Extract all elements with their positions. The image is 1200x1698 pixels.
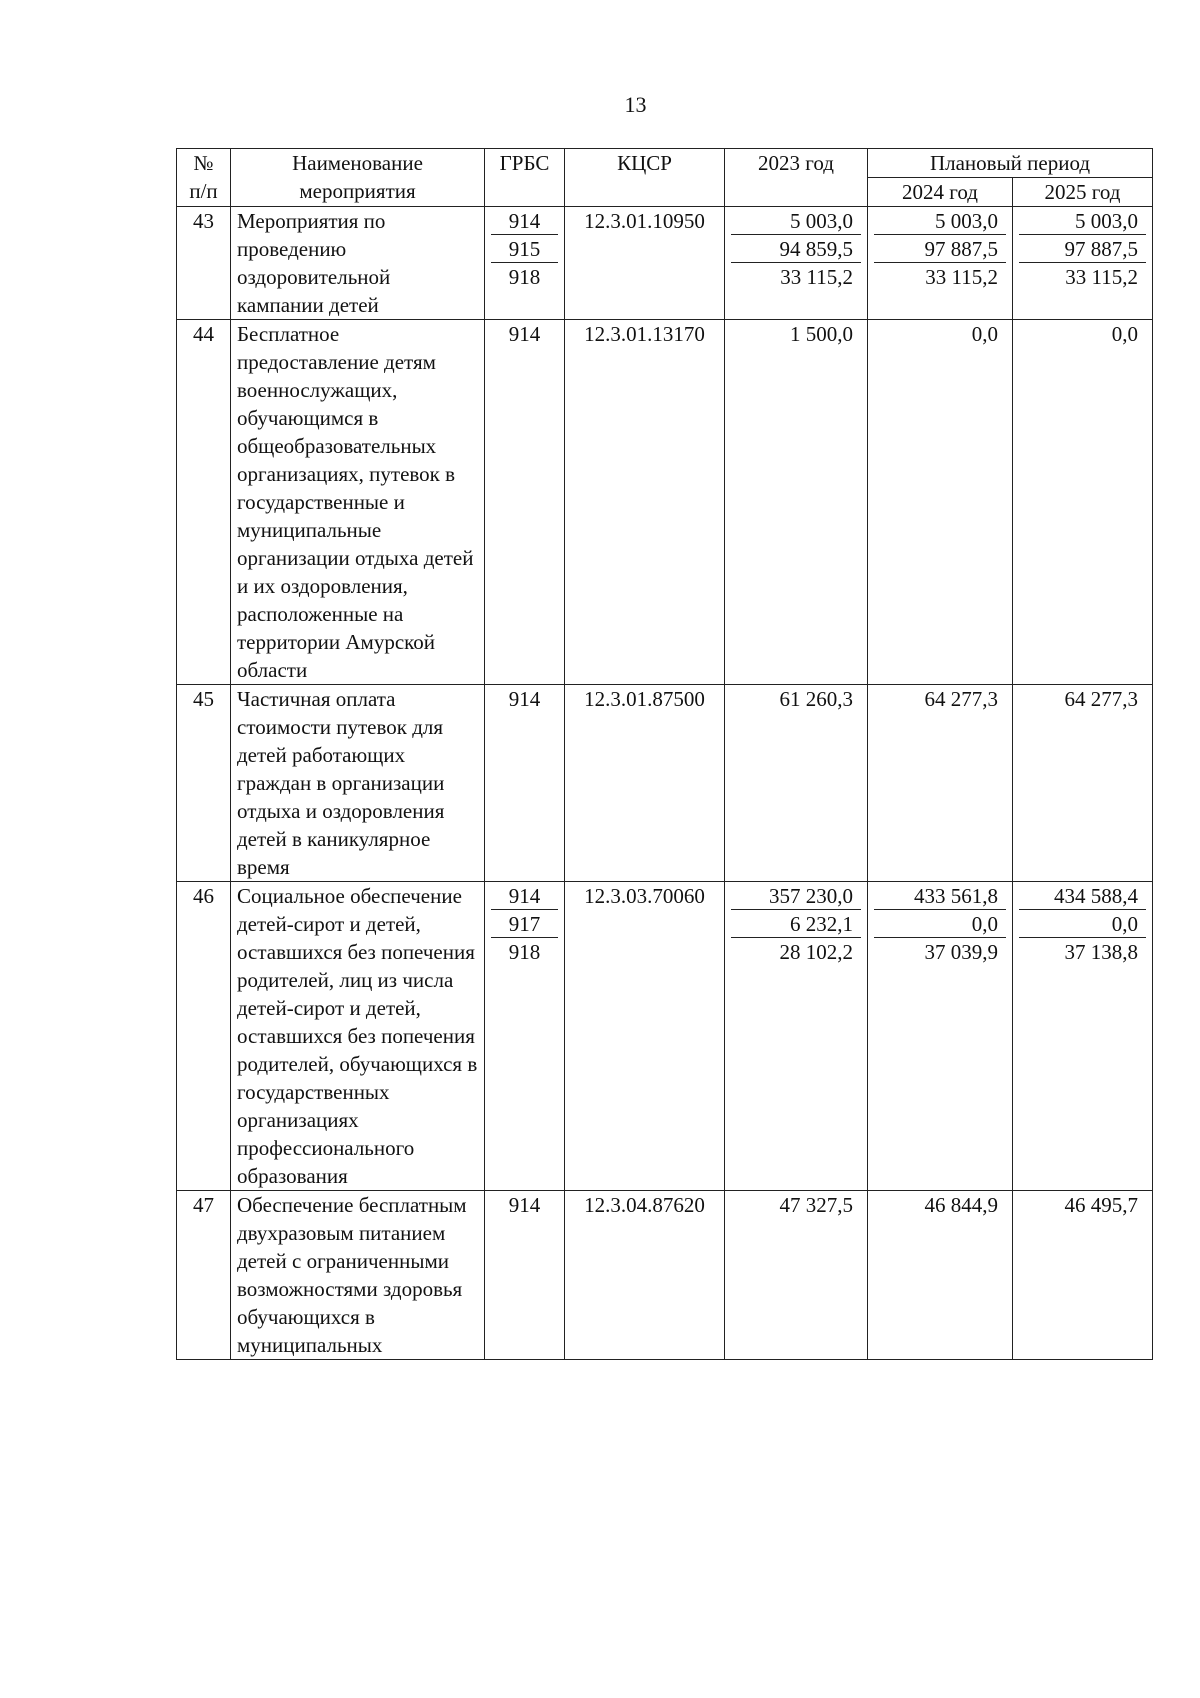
row-activity-name: Бесплатное предоставление детям военнослужащих, обучающимся в общеобразовательных организациях, путевок в государственные и муниципальные организации отдыха детей и их оздоровления, расположенные на территории Амурской области (231, 320, 485, 685)
row-amount-2025 (1013, 1191, 1153, 1360)
amount-2023: 6 232,1 (731, 910, 861, 938)
header-2023: 2023 год (725, 149, 868, 207)
header-num-line1: № (193, 151, 214, 175)
header-name-line1: Наименование (292, 151, 423, 175)
row-amount-2023 (725, 207, 868, 320)
grbs-code: 914 (491, 207, 558, 235)
amount-2023: 28 102,2 (779, 940, 853, 964)
header-kcsr: КЦСР (565, 149, 725, 207)
row-number: 46 (177, 882, 231, 1191)
row-amount-2025 (1013, 685, 1153, 882)
row-kcsr: 12.3.04.87620 (565, 1191, 725, 1360)
row-amount-2024 (868, 207, 1013, 320)
amount-2023: 5 003,0 (731, 207, 861, 235)
table-body (177, 207, 1153, 1360)
amount-2023: 1 500,0 (790, 322, 853, 346)
amount-2023: 94 859,5 (731, 235, 861, 263)
amount-2024: 5 003,0 (874, 207, 1006, 235)
amount-2025: 64 277,3 (1064, 687, 1139, 711)
grbs-code: 914 (508, 1193, 541, 1217)
row-activity-name: Обеспечение бесплатным двухразовым питанием детей с ограниченными возможностями здоровья обучающихся в муниципальных (231, 1191, 485, 1360)
amount-2025: 0,0 (1019, 910, 1146, 938)
row-kcsr: 12.3.01.10950 (565, 207, 725, 320)
amount-2024: 37 039,9 (924, 940, 998, 964)
amount-2023: 61 260,3 (779, 687, 853, 711)
grbs-code: 918 (508, 940, 541, 964)
table-header (177, 149, 1153, 207)
header-2025: 2025 год (1013, 178, 1153, 207)
amount-2024: 33 115,2 (925, 265, 998, 289)
header-name-line2: мероприятия (299, 179, 416, 203)
row-amount-2024 (868, 882, 1013, 1191)
amount-2025: 46 495,7 (1064, 1193, 1139, 1217)
header-num (177, 149, 231, 207)
amount-2025: 0,0 (1111, 322, 1139, 346)
amount-2025: 33 115,2 (1065, 265, 1139, 289)
header-planned-period: Плановый период (868, 149, 1153, 178)
header-grbs: ГРБС (485, 149, 565, 207)
row-kcsr: 12.3.01.13170 (565, 320, 725, 685)
amount-2023: 357 230,0 (731, 882, 861, 910)
grbs-code: 914 (508, 687, 541, 711)
row-kcsr: 12.3.01.87500 (565, 685, 725, 882)
row-amount-2023 (725, 1191, 868, 1360)
header-2024: 2024 год (868, 178, 1013, 207)
amount-2025: 5 003,0 (1019, 207, 1146, 235)
row-number: 44 (177, 320, 231, 685)
amount-2024: 64 277,3 (924, 687, 998, 711)
row-grbs (485, 207, 565, 320)
amount-2024: 0,0 (971, 322, 998, 346)
row-number: 47 (177, 1191, 231, 1360)
amount-2023: 47 327,5 (779, 1193, 853, 1217)
amount-2024: 46 844,9 (924, 1193, 998, 1217)
row-number: 45 (177, 685, 231, 882)
table-row (177, 882, 1153, 1191)
row-amount-2025 (1013, 207, 1153, 320)
row-amount-2025 (1013, 882, 1153, 1191)
table-row (177, 320, 1153, 685)
grbs-code: 914 (491, 882, 558, 910)
row-activity-name: Социальное обеспечение детей-сирот и детей, оставшихся без попечения родителей, лиц из числа детей-сирот и детей, оставшихся без попечения родителей, обучающихся в государственных организациях профессионального образования (231, 882, 485, 1191)
table-row (177, 1191, 1153, 1360)
amount-2025: 97 887,5 (1019, 235, 1146, 263)
amount-2023: 33 115,2 (780, 265, 853, 289)
grbs-code: 915 (491, 235, 558, 263)
amount-2024: 0,0 (874, 910, 1006, 938)
row-activity-name: Мероприятия по проведению оздоровительной кампании детей (231, 207, 485, 320)
row-activity-name: Частичная оплата стоимости путевок для детей работающих граждан в организации отдыха и оздоровления детей в каникулярное время (231, 685, 485, 882)
row-amount-2023 (725, 882, 868, 1191)
header-num-line2: п/п (189, 179, 218, 203)
table-row (177, 685, 1153, 882)
row-amount-2024 (868, 685, 1013, 882)
row-amount-2024 (868, 320, 1013, 685)
row-amount-2023 (725, 320, 868, 685)
row-number: 43 (177, 207, 231, 320)
amount-2024: 433 561,8 (874, 882, 1006, 910)
table-row (177, 207, 1153, 320)
row-grbs (485, 1191, 565, 1360)
amount-2025: 434 588,4 (1019, 882, 1146, 910)
row-grbs (485, 685, 565, 882)
row-amount-2024 (868, 1191, 1013, 1360)
amount-2024: 97 887,5 (874, 235, 1006, 263)
grbs-code: 914 (508, 322, 541, 346)
row-grbs (485, 882, 565, 1191)
row-kcsr: 12.3.03.70060 (565, 882, 725, 1191)
header-name (231, 149, 485, 207)
row-amount-2025 (1013, 320, 1153, 685)
budget-table (176, 148, 1153, 1360)
grbs-code: 917 (491, 910, 558, 938)
amount-2025: 37 138,8 (1064, 940, 1139, 964)
page-number: 13 (624, 92, 647, 117)
grbs-code: 918 (508, 265, 541, 289)
row-amount-2023 (725, 685, 868, 882)
row-grbs (485, 320, 565, 685)
